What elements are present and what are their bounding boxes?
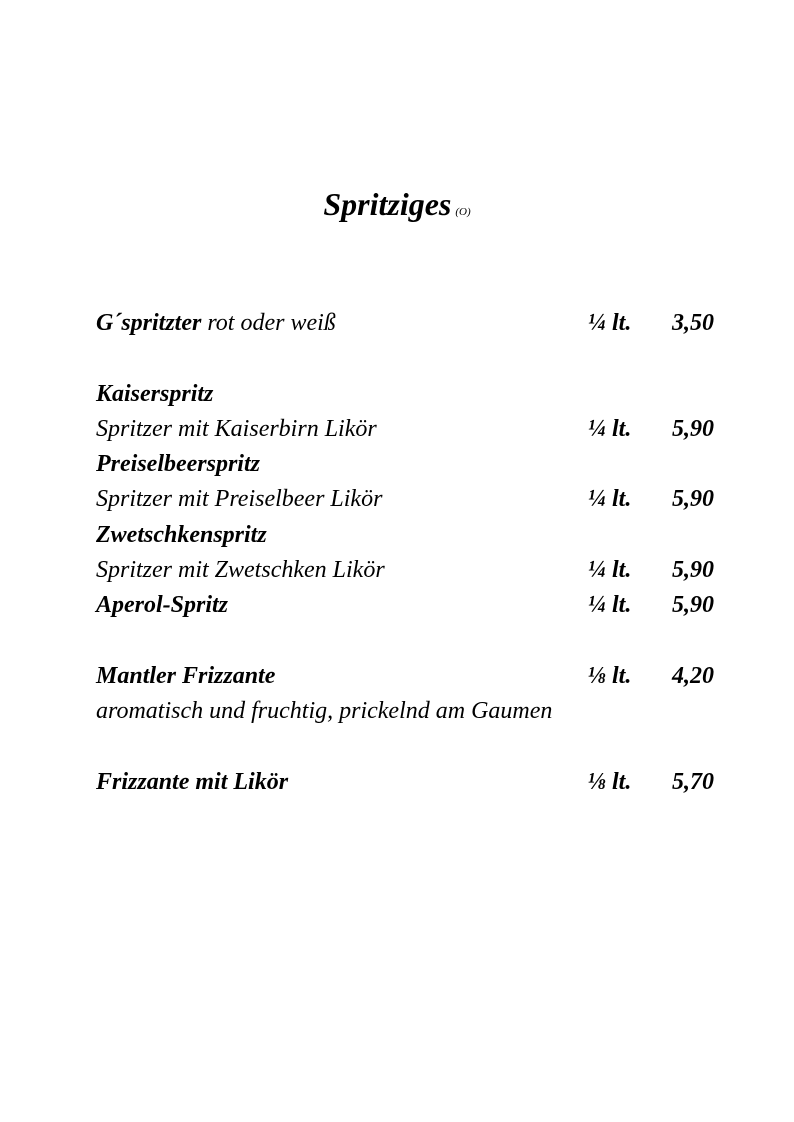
item-name: G´spritzter [96, 310, 202, 336]
item-size: ⅛ lt. [588, 662, 632, 689]
item-name: Zwetschkenspritz [96, 521, 267, 548]
item-price: 5,90 [672, 557, 714, 584]
menu-item-mantler-frizzante [96, 659, 736, 694]
menu-item-preiselbeerspritz-desc [96, 482, 736, 517]
item-description: Spritzer mit Kaiserbirn Likör [96, 415, 377, 442]
item-name-line [96, 306, 336, 341]
item-description: aromatisch und fruchtig, prickelnd am Gaumen [96, 698, 553, 725]
item-price: 4,20 [672, 662, 714, 689]
menu-item-gspritzter [96, 306, 736, 341]
item-description: Spritzer mit Zwetschken Likör [96, 557, 385, 584]
item-name: Mantler Frizzante [96, 662, 276, 689]
menu-item-zwetschkenspritz [96, 518, 736, 553]
item-price: 3,50 [672, 310, 714, 336]
item-size: ¼ lt. [588, 415, 632, 442]
item-size: ¼ lt. [588, 310, 632, 336]
menu-item-preiselbeerspritz [96, 447, 736, 482]
item-price: 5,90 [672, 415, 714, 442]
item-name: Frizzante mit Likör [96, 768, 289, 795]
item-size: ¼ lt. [588, 486, 632, 513]
item-name: Preiselbeerspritz [96, 451, 260, 478]
item-name: Aperol-Spritz [96, 592, 229, 619]
item-price: 5,90 [672, 592, 714, 619]
item-name: Kaiserspritz [96, 380, 214, 407]
menu-item-kaiserspritz [96, 377, 736, 412]
menu-item-zwetschkenspritz-desc [96, 553, 736, 588]
menu-item-frizzante-mit-likoer [96, 765, 736, 800]
title-text: Spritziges [323, 186, 452, 222]
menu-item-aperol-spritz [96, 588, 736, 623]
item-description: Spritzer mit Preiselbeer Likör [96, 486, 383, 513]
menu-list [96, 306, 736, 800]
title-note: (O) [455, 206, 471, 218]
menu-item-kaiserspritz-desc [96, 412, 736, 447]
item-suffix: rot oder weiß [201, 310, 336, 336]
page-title [0, 184, 794, 232]
item-size: ⅛ lt. [588, 768, 632, 795]
item-size: ¼ lt. [588, 557, 632, 584]
item-price: 5,70 [672, 768, 714, 795]
item-price: 5,90 [672, 486, 714, 513]
spacer [96, 624, 736, 659]
spacer [96, 341, 736, 376]
item-size: ¼ lt. [588, 592, 632, 619]
menu-item-mantler-frizzante-desc [96, 694, 736, 729]
spacer [96, 730, 736, 765]
